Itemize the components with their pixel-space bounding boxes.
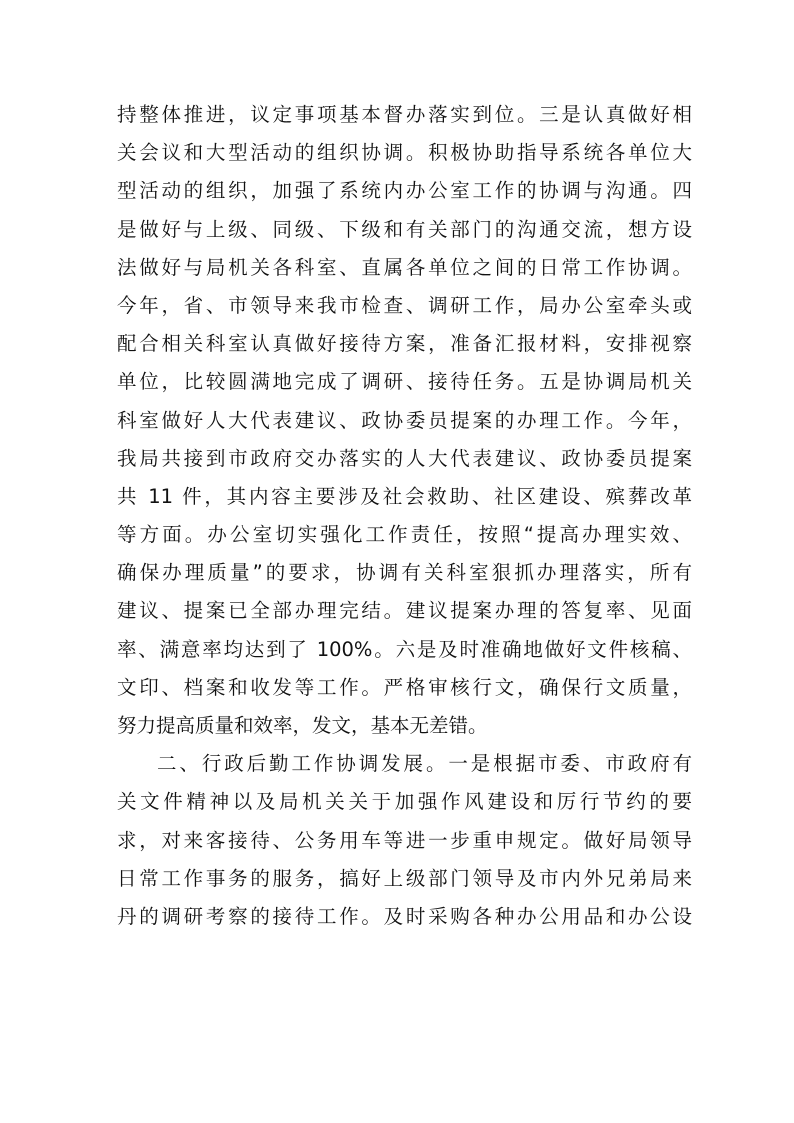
text-line: 文印、档案和收发等工作。严格审核行文，确保行文质量，	[117, 675, 692, 699]
text-line: 确保办理质量”的要求，协调有关科室狠抓办理落实，所有	[117, 561, 692, 585]
text-line: 关文件精神以及局机关关于加强作风建设和厉行节约的要	[117, 790, 692, 814]
text-line: 法做好与局机关各科室、直属各单位之间的日常工作协调。	[117, 255, 692, 279]
text-line: 单位，比较圆满地完成了调研、接待任务。五是协调局机关	[117, 370, 692, 394]
text-line: 持整体推进，议定事项基本督办落实到位。三是认真做好相	[117, 103, 692, 126]
text-line: 配合相关科室认真做好接待方案，准备汇报材料，安排视察	[117, 332, 692, 356]
text-line: 今年，省、市领导来我市检查、调研工作，局办公室牵头或	[117, 293, 692, 317]
text-line: 建议、提案已全部办理完结。建议提案办理的答复率、见面	[117, 599, 692, 623]
text-line: 等方面。办公室切实强化工作责任，按照“提高办理实效、	[117, 523, 692, 547]
text-line: 求，对来客接待、公务用车等进一步重申规定。做好局领导	[117, 828, 692, 852]
text-line: 共 11 件，其内容主要涉及社会救助、社区建设、殡葬改革	[117, 484, 692, 508]
text-line: 率、满意率均达到了 100%。六是及时准确地做好文件核稿、	[117, 637, 692, 661]
document-body	[117, 96, 692, 936]
text-line: 是做好与上级、同级、下级和有关部门的沟通交流，想方设	[117, 217, 692, 241]
section-heading-line: 二、行政后勤工作协调发展。一是根据市委、市政府有	[157, 752, 692, 776]
text-line: 科室做好人大代表建议、政协委员提案的办理工作。今年，	[117, 408, 692, 432]
text-line: 努力提高质量和效率，发文，基本无差错。	[117, 714, 488, 737]
text-line: 我局共接到市政府交办落实的人大代表建议、政协委员提案	[117, 446, 692, 470]
text-line: 型活动的组织，加强了系统内办公室工作的协调与沟通。四	[117, 179, 692, 203]
text-line: 日常工作事务的服务，搞好上级部门领导及市内外兄弟局来	[117, 866, 692, 890]
text-line: 关会议和大型活动的组织协调。积极协助指导系统各单位大	[117, 141, 692, 165]
text-line: 丹的调研考察的接待工作。及时采购各种办公用品和办公设	[117, 904, 692, 928]
